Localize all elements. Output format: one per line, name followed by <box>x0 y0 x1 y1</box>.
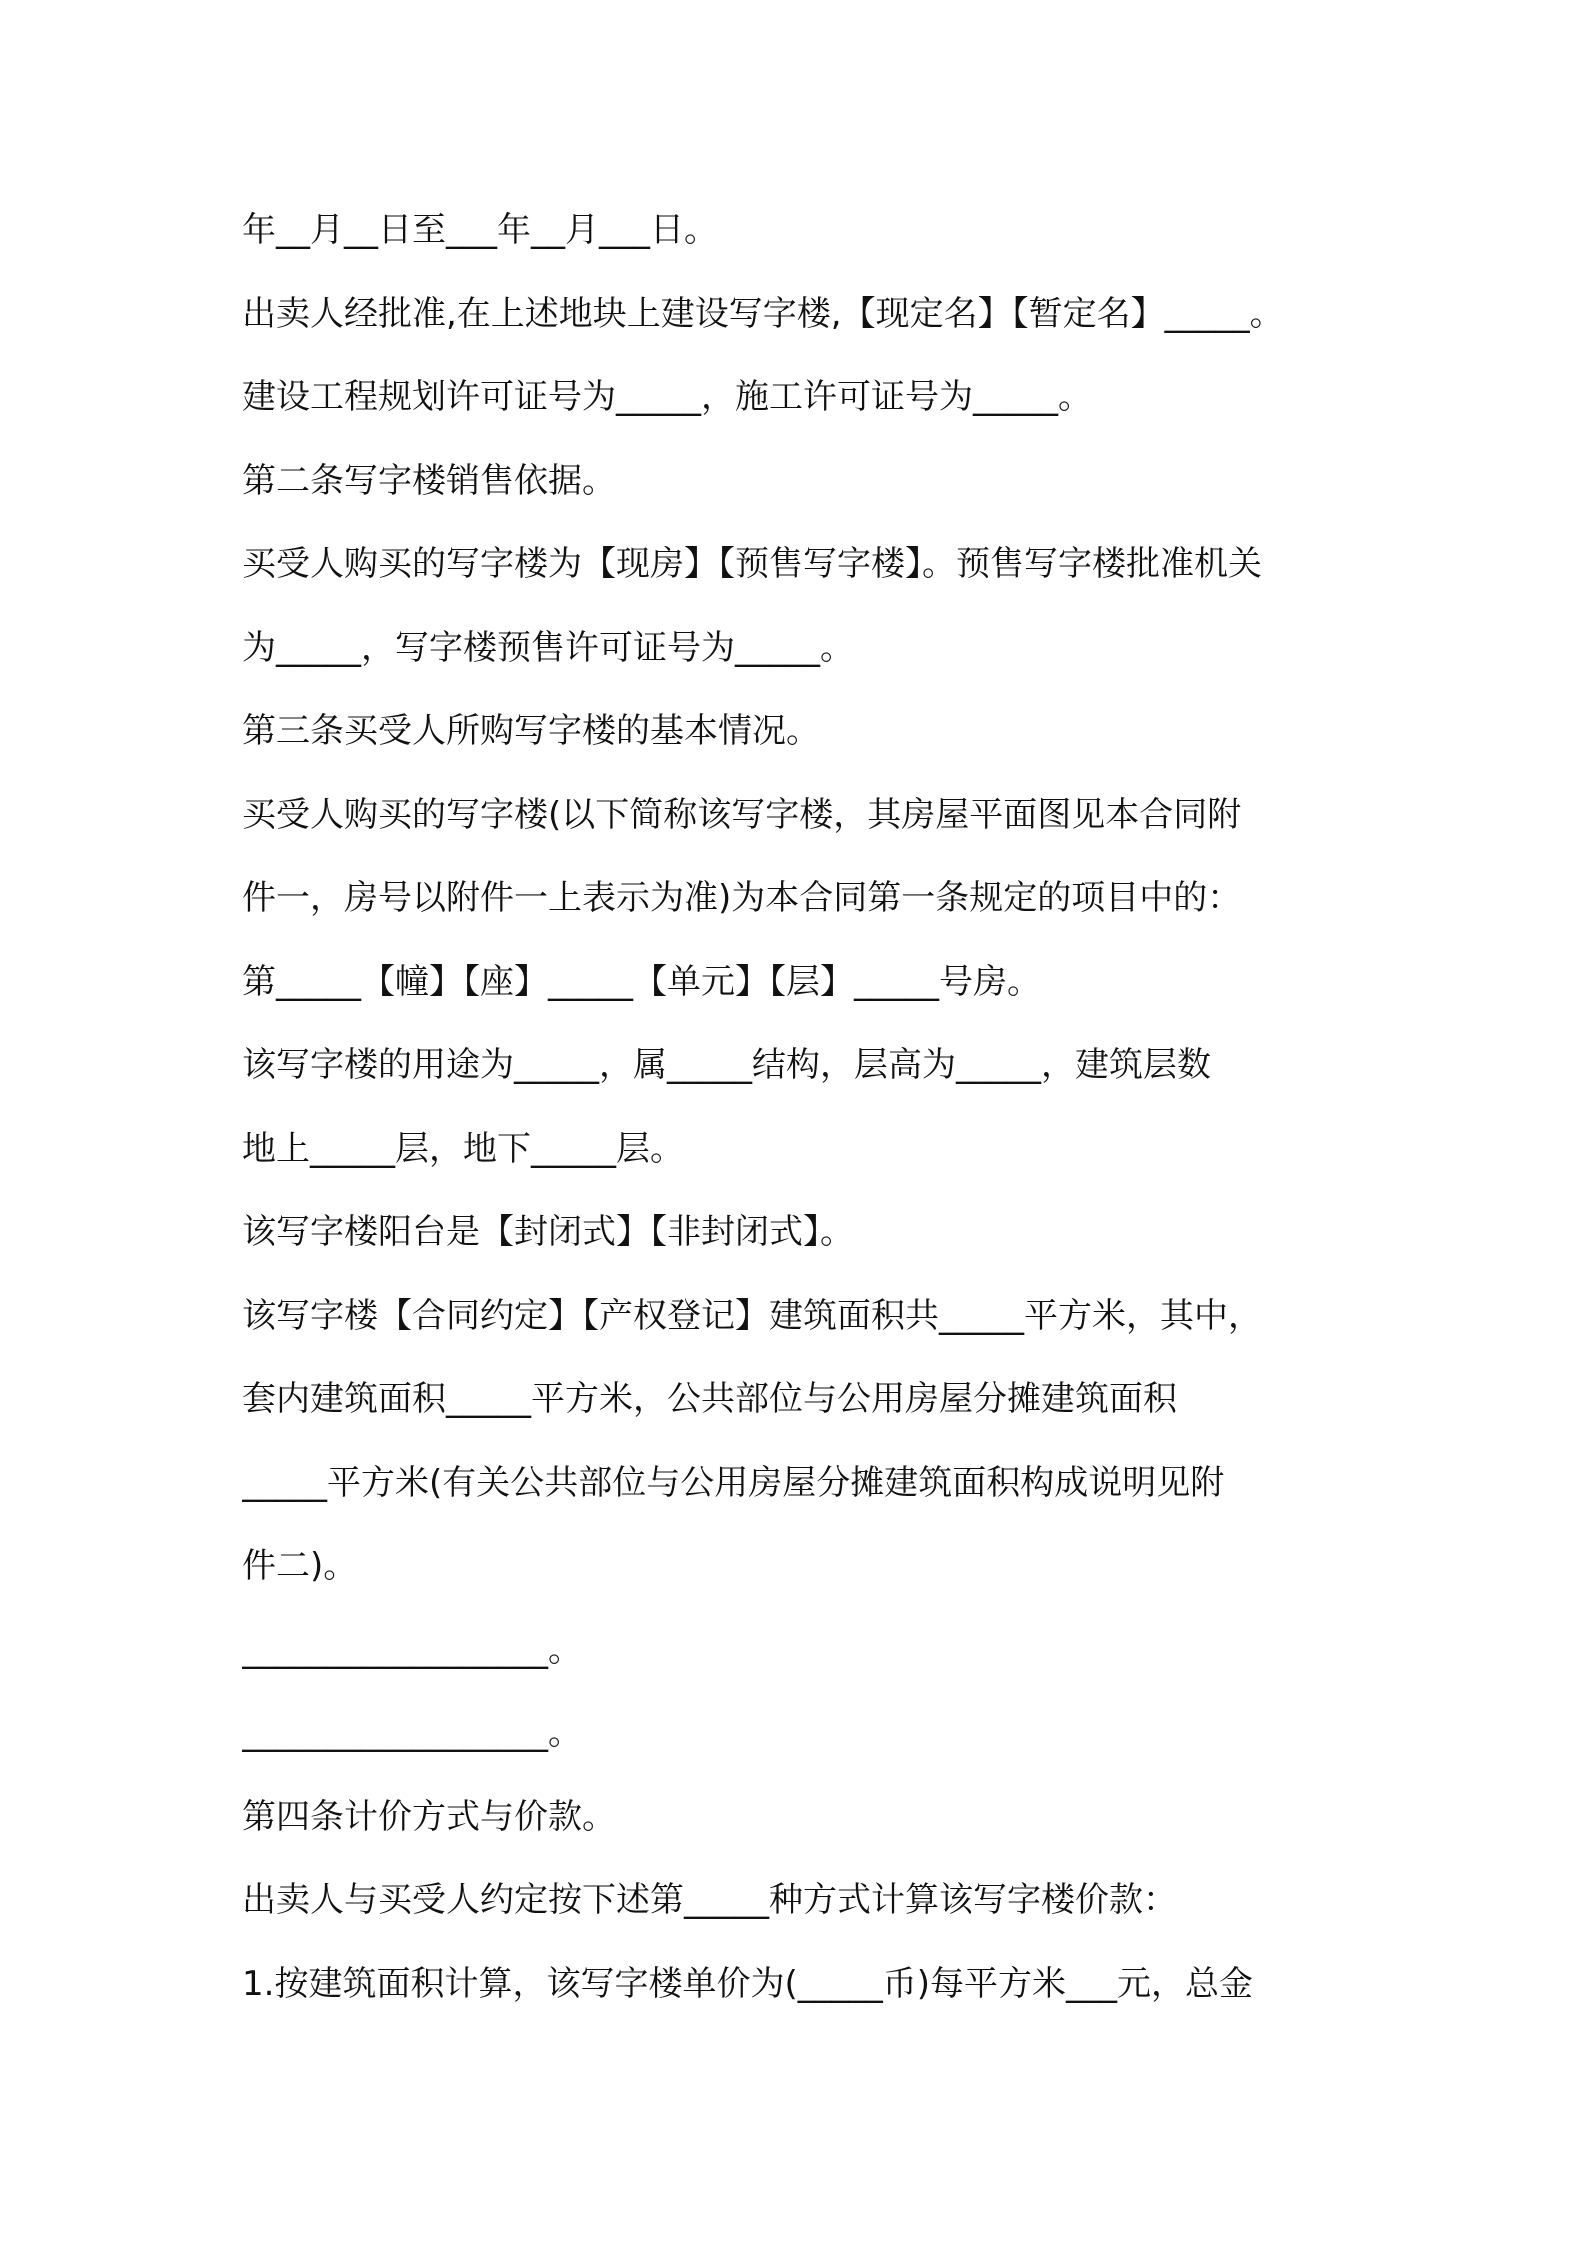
text-line: 第_____【幢】【座】_____【单元】【层】_____号房。 <box>242 961 1041 1002</box>
section-heading: 第三条买受人所购写字楼的基本情况。 <box>242 711 820 751</box>
text-line: 该写字楼的用途为_____，属_____结构，层高为_____，建筑层数 <box>242 1045 1211 1085</box>
text-line: 买受人购买的写字楼(以下简称该写字楼，其房屋平面图见本合同附 <box>242 794 1242 835</box>
document-body <box>242 196 1362 2033</box>
text-line: 建设工程规划许可证号为_____，施工许可证号为_____。 <box>242 377 1092 417</box>
text-line: _____平方米(有关公共部位与公用房屋分摊建筑面积构成说明见附 <box>242 1462 1225 1503</box>
section-heading: 第二条写字楼销售依据。 <box>242 460 616 501</box>
text-line: 套内建筑面积_____平方米，公共部位与公用房屋分摊建筑面积 <box>242 1379 1177 1419</box>
text-line: 买受人购买的写字楼为【现房】【预售写字楼】。预售写字楼批准机关 <box>242 544 1262 584</box>
text-line: 出卖人与买受人约定按下述第_____种方式计算该写字楼价款： <box>242 1880 1177 1920</box>
text-line: 出卖人经批准,在上述地块上建设写字楼,【现定名】【暂定名】_____。 <box>242 293 1284 334</box>
blank-fill-line: __________________。 <box>242 1629 582 1670</box>
text-line: 年__月__日至___年__月___日。 <box>242 210 718 250</box>
text-line: 件一，房号以附件一上表示为准)为本合同第一条规定的项目中的： <box>242 878 1242 918</box>
text-line: 该写字楼阳台是【封闭式】【非封闭式】。 <box>242 1212 854 1252</box>
text-line: 件二)。 <box>242 1546 358 1586</box>
text-line: 该写字楼【合同约定】【产权登记】建筑面积共_____平方米，其中， <box>242 1295 1262 1336</box>
section-heading: 第四条计价方式与价款。 <box>242 1796 616 1837</box>
text-line: 为_____，写字楼预售许可证号为_____。 <box>242 627 854 668</box>
text-line: 地上_____层，地下_____层。 <box>242 1128 684 1169</box>
text-line: 1.按建筑面积计算，该写字楼单价为(_____币)每平方米___元，总金 <box>242 1963 1253 2004</box>
blank-fill-line: __________________。 <box>242 1713 582 1753</box>
